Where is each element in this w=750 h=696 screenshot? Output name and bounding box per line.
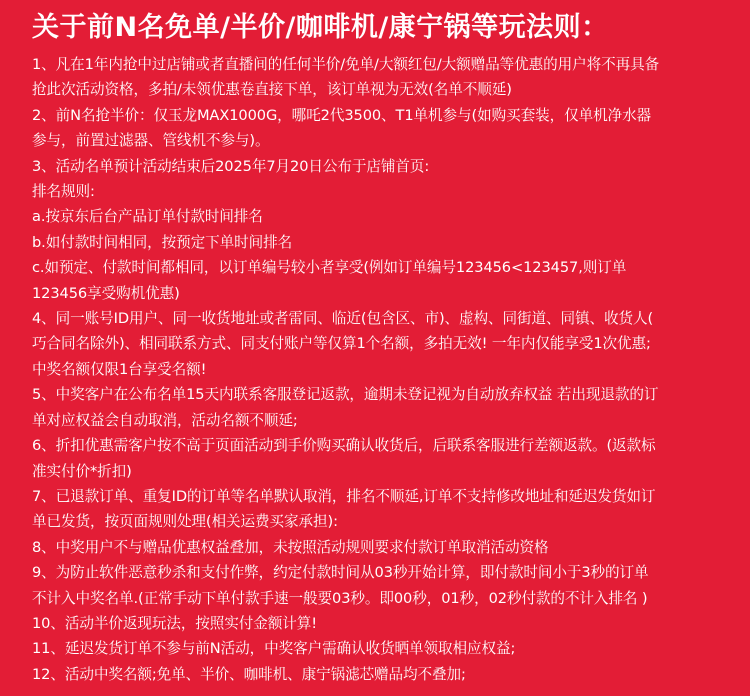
rule-line: 9、为防止软件恶意秒杀和支付作弊，约定付款时间从03秒开始计算，即付款时间小于3秒的订单 xyxy=(32,564,649,582)
rule-line: 单已发货，按页面规则处理(相关运费买家承担): xyxy=(32,513,338,531)
rule-line: 抢此次活动资格，多拍/未领优惠卷直接下单，该订单视为无效(名单不顺延) xyxy=(32,81,512,99)
rule-line: 巧合同名除外)、相同联系方式、同支付账户等仅算1个名额，多拍无效! 一年内仅能享受1次优惠; xyxy=(32,335,651,353)
rule-line: 11、延迟发货订单不参与前N活动，中奖客户需确认收货晒单领取相应权益; xyxy=(32,640,516,658)
rule-line: 7、已退款订单、重复ID的订单等名单默认取消，排名不顺延,订单不支持修改地址和延迟发货如订 xyxy=(32,487,656,505)
rule-line: 3、活动名单预计活动结束后2025年7月20日公布于店铺首页: xyxy=(32,157,430,175)
rule-line: 准实付价*折扣) xyxy=(32,462,132,480)
rule-line: 不计入中奖名单.(正常手动下单付款手速一般要03秒。即00秒，01秒，02秒付款的不计入排名 ) xyxy=(32,589,648,607)
rule-line: 2、前N名抢半价：仅玉龙MAX1000G，哪吒2代3500、T1单机参与(如购买套装，仅单机净水器 xyxy=(32,106,652,124)
rule-line: 12、活动中奖名额;免单、半价、咖啡机、康宁锅滤芯赠品均不叠加; xyxy=(32,665,466,683)
rule-line: 中奖名额仅限1台享受名额! xyxy=(32,360,207,378)
rule-line: 排名规则: xyxy=(32,183,95,201)
rule-line: 单对应权益会自动取消，活动名额不顺延; xyxy=(32,411,298,429)
rules-list xyxy=(32,52,732,687)
rule-line: 10、活动半价返现玩法，按照实付金额计算! xyxy=(32,614,318,632)
rule-line: 8、中奖用户不与赠品优惠权益叠加，未按照活动规则要求付款订单取消活动资格 xyxy=(32,538,549,556)
page-title: 关于前N名免单/半价/咖啡机/康宁锅等玩法则： xyxy=(32,12,609,43)
rule-line: b.如付款时间相同，按预定下单时间排名 xyxy=(32,233,293,251)
rule-line: 123456享受购机优惠) xyxy=(32,284,180,302)
rule-line: c.如预定、付款时间都相同，以订单编号较小者享受(例如订单编号123456<123457,则订单 xyxy=(32,259,627,277)
rule-line: 参与，前置过滤器、管线机不参与)。 xyxy=(32,132,270,150)
rule-line: a.按京东后台产品订单付款时间排名 xyxy=(32,208,263,226)
rule-line: 1、凡在1年内抢中过店铺或者直播间的任何半价/免单/大额红包/大额赠品等优惠的用户将不再具备 xyxy=(32,56,660,73)
rule-line: 4、同一账号ID用户、同一收货地址或者雷同、临近(包含区、市)、虚构、同街道、同镇、收货人( xyxy=(32,310,654,328)
rule-line: 6、折扣优惠需客户按不高于页面活动到手价购买确认收货后，后联系客服进行差额返款。(返款标 xyxy=(32,437,656,455)
rule-line: 5、中奖客户在公布名单15天内联系客服登记返款，逾期未登记视为自动放弃权益 若出现退款的订 xyxy=(32,386,659,404)
